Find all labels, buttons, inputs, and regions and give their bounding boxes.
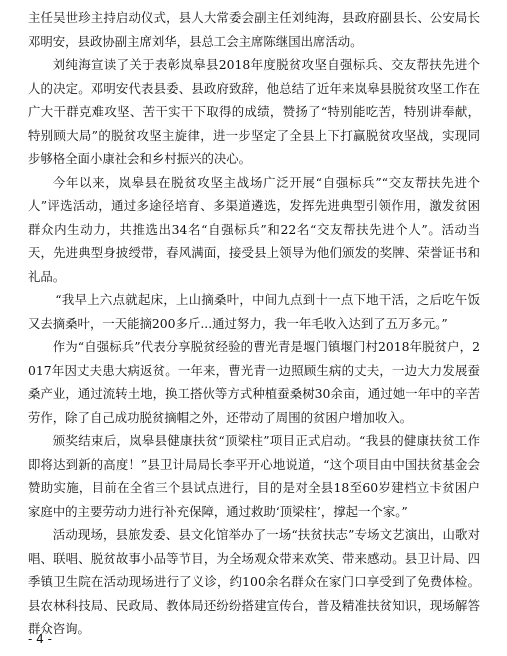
document-page — [28, 6, 480, 636]
paragraph-7: 活动现场，县旅发委、县文化馆举办了一场“扶贫扶志”专场文艺演出，山歌对唱、联唱、脱贫故事小品等节目，为全场观众带来欢笑、带来感动。县卫计局、四季镇卫生院在活动现场进行了义诊，约100余名群众在家门口享受到了免费体检。县农林科技局、民政局、教体局还纷纷搭建宣传台，普及精准扶贫知识，现场解答群众咨询。 — [28, 527, 480, 636]
page-number: - 4 - — [28, 632, 52, 646]
paragraph-2: 刘纯海宣读了关于表彰岚皋县2018年度脱贫攻坚自强标兵、交友帮扶先进个人的决定。邓明安代表县委、县政府致辞，他总结了近年来岚皋县脱贫攻坚工作在广大干群克难攻坚、苦干实干下取得的成绩，赞扬了“特别能吃苦，特别讲奉献，特别顾大局”的脱贫攻坚主旋律，进一步坚定了全县上下打赢脱贫攻坚战，实现同步够格全面小康社会和乡村振兴的决心。 — [28, 57, 480, 166]
paragraph-6: 颁奖结束后，岚皋县健康扶贫“顶梁柱”项目正式启动。“我县的健康扶贫工作即将达到新的高度！”县卫计局局长李平开心地说道，“这个项目由中国扶贫基金会赞助实施，目前在全省三个县试点进行，目的是对全县18至60岁建档立卡贫困户家庭中的主要劳动力进行补充保障，通过救助‘顶梁柱’，撑起一个家。” — [28, 433, 480, 519]
paragraph-quote: “我早上六点就起床，上山摘桑叶，中间九点到十一点下地干活，之后吃午饭又去摘桑叶，一天能摘200多斤...通过努力，我一年毛收入达到了五万多元。” — [28, 292, 480, 331]
paragraph-5: 作为“自强标兵”代表分享脱贫经验的曹光青是堰门镇堰门村2018年脱贫户，2017年因丈夫患大病返贫。一年来，曹光青一边照顾生病的丈夫，一边大力发展蚕桑产业，通过流转土地，换工搭伙等方式种植蚕桑树30余亩，通过她一年中的辛苦劳作，除了自己成功脱贫摘帽之外，还带动了周围的贫困户增加收入。 — [28, 339, 480, 425]
paragraph-1: 主任吴世珍主持启动仪式，县人大常委会副主任刘纯海，县政府副县长、公安局长邓明安，县政协副主席刘华，县总工会主席陈继国出席活动。 — [28, 10, 480, 49]
paragraph-3: 今年以来，岚皋县在脱贫攻坚主战场广泛开展“自强标兵”“交友帮扶先进个人”评选活动，通过多途径培育、多渠道遴选，发挥先进典型引领作用，激发贫困群众内生动力，共推选出34名“自强标兵”和22名“交友帮扶先进个人”。活动当天，先进典型身披绶带，春风满面，接受县上领导为他们颁发的奖牌、荣誉证书和礼品。 — [28, 174, 480, 284]
